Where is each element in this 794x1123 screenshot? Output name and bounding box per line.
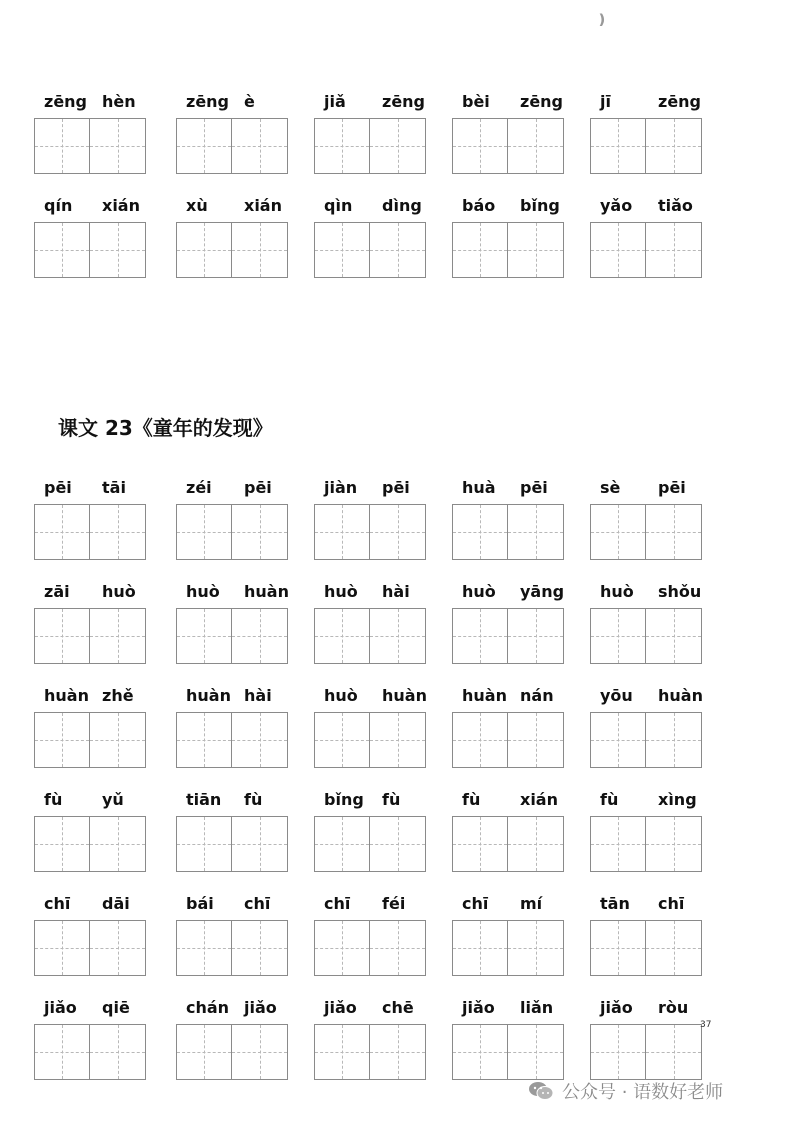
tianzige-box[interactable] <box>452 920 508 976</box>
pinyin-syllable: chī <box>44 894 71 913</box>
pinyin-syllable: zēng <box>186 92 230 111</box>
word-item <box>34 476 150 566</box>
word-item <box>176 90 292 180</box>
pinyin-syllable: jī <box>600 92 611 111</box>
writing-grid <box>176 920 288 976</box>
writing-grid <box>176 222 288 278</box>
writing-grid <box>34 222 146 278</box>
pinyin-syllable: huò <box>324 582 358 601</box>
tianzige-box[interactable] <box>508 712 564 768</box>
word-row <box>0 580 794 670</box>
word-item <box>590 580 706 670</box>
pinyin-syllable: qìn <box>324 196 353 215</box>
tianzige-box[interactable] <box>232 816 288 872</box>
tianzige-box[interactable] <box>232 712 288 768</box>
pinyin-syllable: chī <box>244 894 271 913</box>
tianzige-box[interactable] <box>646 816 702 872</box>
tianzige-box[interactable] <box>646 118 702 174</box>
tianzige-box[interactable] <box>370 920 426 976</box>
tianzige-box[interactable] <box>34 816 90 872</box>
tianzige-box[interactable] <box>176 1024 232 1080</box>
writing-grid <box>314 816 426 872</box>
word-row <box>0 892 794 982</box>
pinyin-syllable: bèi <box>462 92 490 111</box>
writing-grid <box>452 712 564 768</box>
tianzige-box[interactable] <box>646 920 702 976</box>
tianzige-box[interactable] <box>90 816 146 872</box>
pinyin-syllable: zēng <box>382 92 426 111</box>
writing-grid <box>452 1024 564 1080</box>
writing-grid <box>34 712 146 768</box>
pinyin-syllable: zēng <box>658 92 702 111</box>
pinyin-syllable: xù <box>186 196 208 215</box>
word-item <box>314 476 430 566</box>
tianzige-box[interactable] <box>176 608 232 664</box>
pinyin-syllable: fù <box>600 790 619 809</box>
word-item <box>314 194 430 284</box>
pinyin-syllable: xìng <box>658 790 697 809</box>
tianzige-box[interactable] <box>370 504 426 560</box>
tianzige-box[interactable] <box>590 1024 646 1080</box>
pinyin-syllable: tān <box>600 894 630 913</box>
word-item <box>452 580 568 670</box>
word-item <box>452 788 568 878</box>
word-item <box>590 90 706 180</box>
pinyin-syllable: huàn <box>382 686 427 705</box>
tianzige-box[interactable] <box>232 118 288 174</box>
writing-grid <box>452 816 564 872</box>
writing-grid <box>314 712 426 768</box>
word-item <box>34 788 150 878</box>
pinyin-syllable: zēng <box>520 92 564 111</box>
pinyin-syllable: liǎn <box>520 998 554 1017</box>
pinyin-syllable: huàn <box>186 686 231 705</box>
pinyin-syllable: huò <box>600 582 634 601</box>
tianzige-box[interactable] <box>232 1024 288 1080</box>
word-item <box>176 580 292 670</box>
word-row <box>0 788 794 878</box>
tianzige-box[interactable] <box>590 118 646 174</box>
tianzige-box[interactable] <box>508 222 564 278</box>
tianzige-box[interactable] <box>314 504 370 560</box>
pinyin-syllable: yǎo <box>600 196 633 215</box>
tianzige-box[interactable] <box>176 222 232 278</box>
tianzige-box[interactable] <box>34 118 90 174</box>
tianzige-box[interactable] <box>370 222 426 278</box>
word-item <box>34 996 150 1086</box>
word-item <box>590 194 706 284</box>
pinyin-syllable: jiǎo <box>462 998 495 1017</box>
tianzige-box[interactable] <box>590 816 646 872</box>
tianzige-box[interactable] <box>452 222 508 278</box>
word-item <box>590 476 706 566</box>
writing-grid <box>34 816 146 872</box>
pinyin-syllable: bái <box>186 894 214 913</box>
pinyin-syllable: pēi <box>658 478 686 497</box>
writing-grid <box>314 504 426 560</box>
pinyin-syllable: qiē <box>102 998 130 1017</box>
pinyin-syllable: jiǎo <box>600 998 633 1017</box>
tianzige-box[interactable] <box>452 712 508 768</box>
pinyin-syllable: bǐng <box>324 790 364 809</box>
pinyin-syllable: huò <box>462 582 496 601</box>
tianzige-box[interactable] <box>34 920 90 976</box>
word-item <box>176 476 292 566</box>
pinyin-syllable: jiǎo <box>44 998 77 1017</box>
pinyin-syllable: xián <box>244 196 282 215</box>
word-item <box>314 996 430 1086</box>
pinyin-syllable: dìng <box>382 196 422 215</box>
pinyin-syllable: è <box>244 92 255 111</box>
writing-grid <box>590 920 702 976</box>
tianzige-box[interactable] <box>452 608 508 664</box>
word-item <box>176 892 292 982</box>
tianzige-box[interactable] <box>646 1024 702 1080</box>
tianzige-box[interactable] <box>34 608 90 664</box>
pinyin-syllable: pēi <box>44 478 72 497</box>
writing-grid <box>176 504 288 560</box>
tianzige-box[interactable] <box>176 712 232 768</box>
word-item <box>452 684 568 774</box>
tianzige-box[interactable] <box>34 1024 90 1080</box>
tianzige-box[interactable] <box>90 118 146 174</box>
word-item <box>34 90 150 180</box>
tianzige-box[interactable] <box>176 816 232 872</box>
tianzige-box[interactable] <box>232 920 288 976</box>
writing-grid <box>34 1024 146 1080</box>
word-item <box>590 892 706 982</box>
word-item <box>34 684 150 774</box>
tianzige-box[interactable] <box>370 118 426 174</box>
tianzige-box[interactable] <box>314 920 370 976</box>
tianzige-box[interactable] <box>370 1024 426 1080</box>
pinyin-syllable: huò <box>186 582 220 601</box>
tianzige-box[interactable] <box>34 504 90 560</box>
tianzige-box[interactable] <box>508 920 564 976</box>
pinyin-syllable: zēng <box>44 92 88 111</box>
writing-grid <box>34 920 146 976</box>
word-row <box>0 90 794 180</box>
tianzige-box[interactable] <box>646 222 702 278</box>
tianzige-box[interactable] <box>590 712 646 768</box>
writing-grid <box>34 504 146 560</box>
tianzige-box[interactable] <box>452 118 508 174</box>
tianzige-box[interactable] <box>646 608 702 664</box>
tianzige-box[interactable] <box>314 608 370 664</box>
tianzige-box[interactable] <box>508 504 564 560</box>
tianzige-box[interactable] <box>370 608 426 664</box>
lesson-title: 课文 23《童年的发现》 <box>58 416 273 440</box>
pinyin-syllable: dāi <box>102 894 130 913</box>
tianzige-box[interactable] <box>590 920 646 976</box>
tianzige-box[interactable] <box>232 504 288 560</box>
pinyin-syllable: huàn <box>658 686 703 705</box>
tianzige-box[interactable] <box>176 118 232 174</box>
pinyin-syllable: hài <box>382 582 410 601</box>
pinyin-syllable: báo <box>462 196 496 215</box>
tianzige-box[interactable] <box>452 1024 508 1080</box>
tianzige-box[interactable] <box>370 816 426 872</box>
pinyin-syllable: yōu <box>600 686 633 705</box>
pinyin-syllable: hèn <box>102 92 136 111</box>
pinyin-syllable: xián <box>102 196 140 215</box>
pinyin-syllable: huà <box>462 478 496 497</box>
tianzige-box[interactable] <box>314 222 370 278</box>
tianzige-box[interactable] <box>314 1024 370 1080</box>
tianzige-box[interactable] <box>370 712 426 768</box>
tianzige-box[interactable] <box>646 712 702 768</box>
pinyin-syllable: jiǎ <box>324 92 346 111</box>
pinyin-syllable: chī <box>462 894 489 913</box>
writing-grid <box>452 920 564 976</box>
writing-grid <box>590 1024 702 1080</box>
pinyin-syllable: huàn <box>44 686 89 705</box>
writing-grid <box>314 1024 426 1080</box>
word-item <box>452 90 568 180</box>
tianzige-box[interactable] <box>314 712 370 768</box>
tianzige-box[interactable] <box>90 222 146 278</box>
pinyin-syllable: sè <box>600 478 621 497</box>
tianzige-box[interactable] <box>508 1024 564 1080</box>
pinyin-syllable: fù <box>44 790 63 809</box>
pinyin-syllable: jiàn <box>324 478 358 497</box>
tianzige-box[interactable] <box>452 816 508 872</box>
pinyin-syllable: qín <box>44 196 73 215</box>
word-row <box>0 996 794 1086</box>
pinyin-syllable: yāng <box>520 582 565 601</box>
writing-grid <box>34 118 146 174</box>
pinyin-syllable: fù <box>462 790 481 809</box>
writing-grid <box>176 712 288 768</box>
watermark <box>528 1076 723 1106</box>
pinyin-syllable: huò <box>324 686 358 705</box>
wechat-icon <box>528 1081 554 1101</box>
writing-grid <box>590 712 702 768</box>
writing-grid <box>314 920 426 976</box>
word-item <box>176 788 292 878</box>
tianzige-box[interactable] <box>646 504 702 560</box>
writing-grid <box>452 504 564 560</box>
pinyin-syllable: huàn <box>462 686 507 705</box>
tianzige-box[interactable] <box>314 816 370 872</box>
writing-grid <box>590 504 702 560</box>
tianzige-box[interactable] <box>508 118 564 174</box>
pinyin-syllable: huò <box>102 582 136 601</box>
tianzige-box[interactable] <box>176 504 232 560</box>
word-item <box>176 684 292 774</box>
tianzige-box[interactable] <box>90 608 146 664</box>
pinyin-syllable: mí <box>520 894 543 913</box>
tianzige-box[interactable] <box>590 222 646 278</box>
writing-grid <box>452 118 564 174</box>
page-number: 37 <box>700 1020 712 1030</box>
writing-grid <box>452 608 564 664</box>
word-item <box>176 194 292 284</box>
tianzige-box[interactable] <box>90 712 146 768</box>
word-item <box>314 892 430 982</box>
word-item <box>452 194 568 284</box>
pinyin-syllable: ròu <box>658 998 689 1017</box>
pinyin-syllable: huàn <box>244 582 289 601</box>
tianzige-box[interactable] <box>508 608 564 664</box>
pinyin-syllable: fù <box>382 790 401 809</box>
pinyin-syllable: pēi <box>382 478 410 497</box>
word-item <box>34 194 150 284</box>
word-item <box>34 580 150 670</box>
tianzige-box[interactable] <box>90 920 146 976</box>
writing-grid <box>176 1024 288 1080</box>
writing-grid <box>314 118 426 174</box>
tianzige-box[interactable] <box>232 608 288 664</box>
pinyin-syllable: zāi <box>44 582 70 601</box>
word-item <box>314 580 430 670</box>
tianzige-box[interactable] <box>314 118 370 174</box>
word-item <box>452 476 568 566</box>
pinyin-syllable: tāi <box>102 478 126 497</box>
tianzige-box[interactable] <box>34 712 90 768</box>
pinyin-syllable: chē <box>382 998 414 1017</box>
tianzige-box[interactable] <box>90 504 146 560</box>
writing-grid <box>176 608 288 664</box>
pinyin-syllable: zéi <box>186 478 212 497</box>
word-row <box>0 684 794 774</box>
writing-grid <box>590 118 702 174</box>
pinyin-syllable: tiān <box>186 790 222 809</box>
tianzige-box[interactable] <box>34 222 90 278</box>
tianzige-box[interactable] <box>232 222 288 278</box>
pinyin-syllable: féi <box>382 894 406 913</box>
word-item <box>590 996 706 1086</box>
word-item <box>314 684 430 774</box>
word-item <box>590 684 706 774</box>
pinyin-syllable: shǒu <box>658 582 702 601</box>
pinyin-syllable: hài <box>244 686 272 705</box>
pinyin-syllable: pēi <box>244 478 272 497</box>
pinyin-syllable: xián <box>520 790 558 809</box>
pinyin-syllable: yǔ <box>102 790 124 809</box>
pinyin-syllable: chán <box>186 998 230 1017</box>
tianzige-box[interactable] <box>590 504 646 560</box>
writing-grid <box>590 608 702 664</box>
word-row <box>0 476 794 566</box>
writing-grid <box>34 608 146 664</box>
writing-grid <box>314 222 426 278</box>
pinyin-syllable: nán <box>520 686 554 705</box>
word-item <box>176 996 292 1086</box>
word-item <box>452 996 568 1086</box>
pinyin-syllable: chī <box>324 894 351 913</box>
pinyin-syllable: zhě <box>102 686 134 705</box>
word-item <box>452 892 568 982</box>
writing-grid <box>176 118 288 174</box>
pinyin-syllable: fù <box>244 790 263 809</box>
writing-grid <box>590 222 702 278</box>
watermark-text: 公众号 · 语数好老师 <box>562 1082 724 1103</box>
word-item <box>34 892 150 982</box>
writing-grid <box>452 222 564 278</box>
tianzige-box[interactable] <box>452 504 508 560</box>
pinyin-syllable: bǐng <box>520 196 560 215</box>
writing-grid <box>590 816 702 872</box>
pinyin-syllable: pēi <box>520 478 548 497</box>
pinyin-syllable: chī <box>658 894 685 913</box>
corner-mark: ❫ <box>596 12 608 28</box>
tianzige-box[interactable] <box>176 920 232 976</box>
writing-grid <box>314 608 426 664</box>
writing-grid <box>176 816 288 872</box>
word-row <box>0 194 794 284</box>
pinyin-syllable: tiǎo <box>658 196 693 215</box>
tianzige-box[interactable] <box>590 608 646 664</box>
pinyin-syllable: jiǎo <box>324 998 357 1017</box>
word-item <box>314 788 430 878</box>
word-item <box>590 788 706 878</box>
tianzige-box[interactable] <box>90 1024 146 1080</box>
pinyin-syllable: jiǎo <box>244 998 277 1017</box>
tianzige-box[interactable] <box>508 816 564 872</box>
word-item <box>314 90 430 180</box>
